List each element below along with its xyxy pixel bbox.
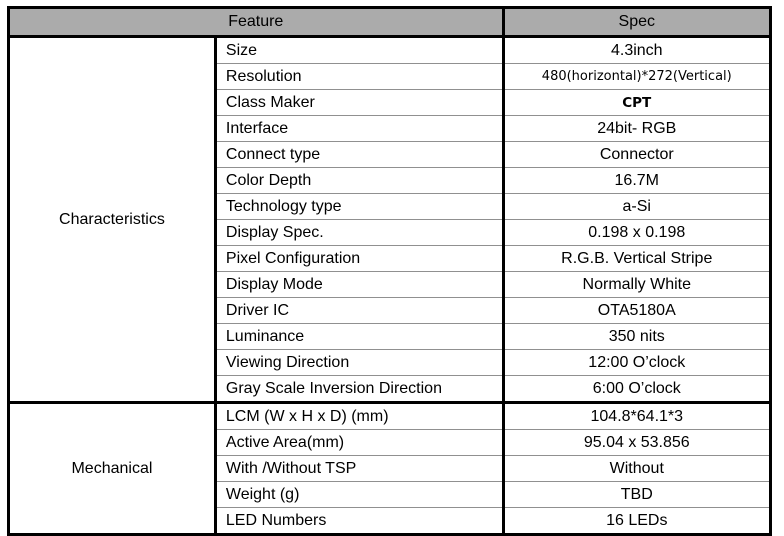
spec-value-cell: 350 nits <box>503 324 770 350</box>
spec-value-cell: TBD <box>503 482 770 508</box>
spec-value-cell: 95.04 x 53.856 <box>503 430 770 456</box>
spec-value-cell: 16.7M <box>503 168 770 194</box>
feature-name-cell: Size <box>215 37 503 64</box>
feature-column-header: Feature <box>9 8 504 37</box>
spec-value-cell: 6:00 O’clock <box>503 376 770 403</box>
spec-table <box>7 6 772 536</box>
spec-value-cell: 16 LEDs <box>503 508 770 535</box>
feature-name-cell: Connect type <box>215 142 503 168</box>
spec-column-header: Spec <box>503 8 770 37</box>
spec-value-cell: 480(horizontal)*272(Vertical) <box>503 64 770 90</box>
spec-value-cell: 0.198 x 0.198 <box>503 220 770 246</box>
feature-name-cell: Display Spec. <box>215 220 503 246</box>
spec-value-cell: a-Si <box>503 194 770 220</box>
spec-value-cell: CPT <box>503 90 770 116</box>
section-label-mechanical: Mechanical <box>9 403 216 535</box>
feature-name-cell: With /Without TSP <box>215 456 503 482</box>
feature-name-cell: Display Mode <box>215 272 503 298</box>
feature-name-cell: LCM (W x H x D) (mm) <box>215 403 503 430</box>
feature-name-cell: Color Depth <box>215 168 503 194</box>
spec-value-cell: 24bit- RGB <box>503 116 770 142</box>
table-body <box>9 37 771 535</box>
spec-table-container <box>7 6 772 536</box>
feature-name-cell: Luminance <box>215 324 503 350</box>
spec-value-cell: Normally White <box>503 272 770 298</box>
table-header <box>9 8 771 37</box>
feature-name-cell: Gray Scale Inversion Direction <box>215 376 503 403</box>
header-row <box>9 8 771 37</box>
feature-name-cell: Driver IC <box>215 298 503 324</box>
feature-name-cell: Active Area(mm) <box>215 430 503 456</box>
feature-name-cell: Class Maker <box>215 90 503 116</box>
feature-name-cell: LED Numbers <box>215 508 503 535</box>
feature-name-cell: Weight (g) <box>215 482 503 508</box>
spec-value-cell: 12:00 O’clock <box>503 350 770 376</box>
spec-value-cell: Without <box>503 456 770 482</box>
feature-name-cell: Pixel Configuration <box>215 246 503 272</box>
table-row <box>9 37 771 64</box>
feature-name-cell: Interface <box>215 116 503 142</box>
section-label-characteristics: Characteristics <box>9 37 216 403</box>
feature-name-cell: Viewing Direction <box>215 350 503 376</box>
spec-value-cell: 104.8*64.1*3 <box>503 403 770 430</box>
feature-name-cell: Technology type <box>215 194 503 220</box>
spec-value-cell: 4.3inch <box>503 37 770 64</box>
feature-name-cell: Resolution <box>215 64 503 90</box>
table-row <box>9 403 771 430</box>
spec-value-cell: R.G.B. Vertical Stripe <box>503 246 770 272</box>
spec-value-cell: OTA5180A <box>503 298 770 324</box>
spec-value-cell: Connector <box>503 142 770 168</box>
